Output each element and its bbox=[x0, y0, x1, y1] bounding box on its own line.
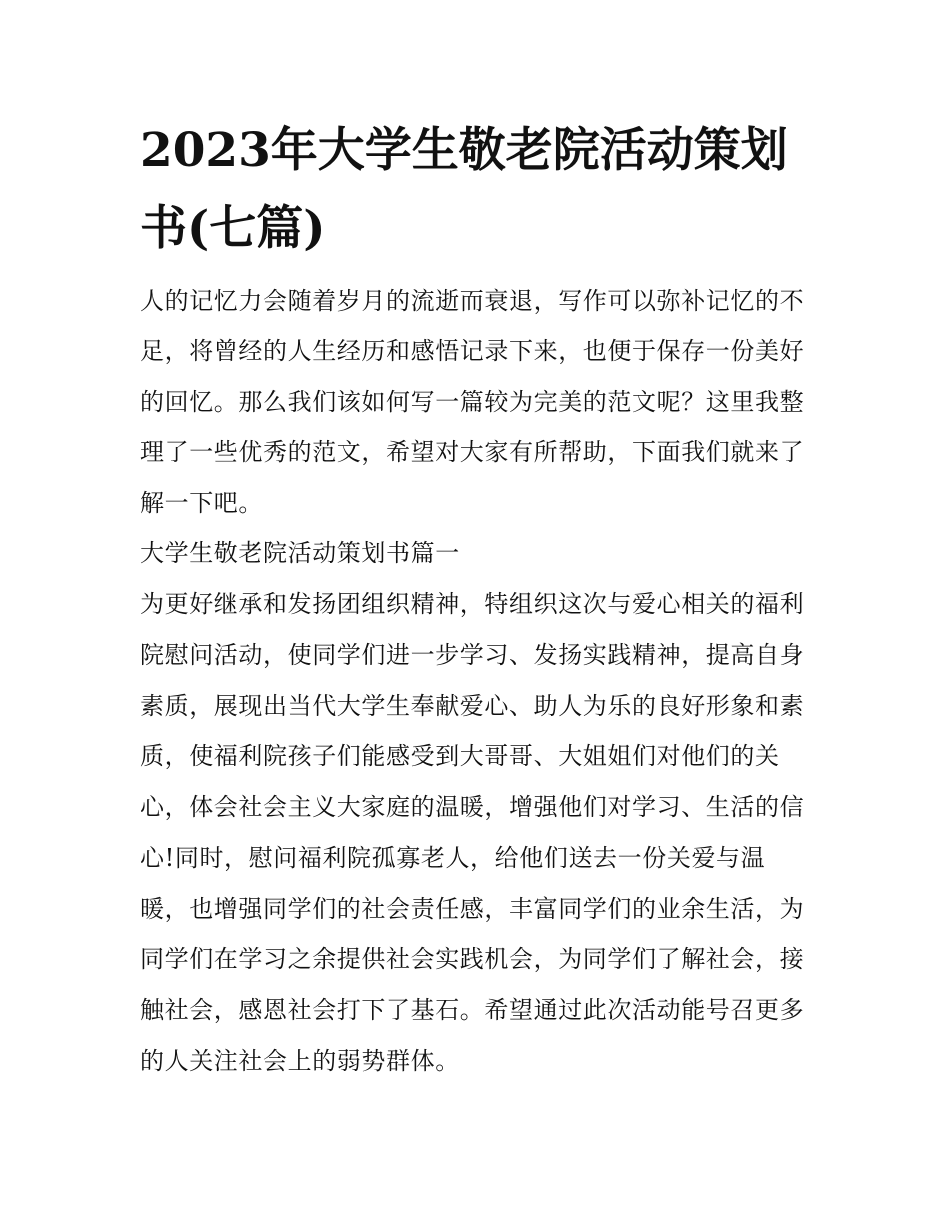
intro-line-5: 解一下吧。 bbox=[140, 489, 263, 517]
intro-line-1: 人的记忆力会随着岁月的流逝而衰退，写作可以弥补记忆的不 bbox=[140, 287, 805, 315]
section-line-8: 同学们在学习之余提供社会实践机会，为同学们了解社会，接 bbox=[140, 945, 805, 973]
section-line-2: 院慰问活动，使同学们进一步学习、发扬实践精神，提高自身 bbox=[140, 641, 805, 669]
section-line-6: 心!同时，慰问福利院孤寡老人，给他们送去一份关爱与温 bbox=[140, 844, 766, 872]
section-line-10: 的人关注社会上的弱势群体。 bbox=[140, 1047, 460, 1075]
section-line-1: 为更好继承和发扬团组织精神，特组织这次与爱心相关的福利 bbox=[140, 590, 805, 618]
intro-line-2: 足，将曾经的人生经历和感悟记录下来，也便于保存一份美好 bbox=[140, 337, 805, 365]
section-heading: 大学生敬老院活动策划书篇一 bbox=[140, 539, 460, 567]
intro-line-3: 的回忆。那么我们该如何写一篇较为完美的范文呢？这里我整 bbox=[140, 388, 805, 416]
section-line-5: 心，体会社会主义大家庭的温暖，增强他们对学习、生活的信 bbox=[140, 793, 805, 821]
section-line-9: 触社会，感恩社会打下了基石。希望通过此次活动能号召更多 bbox=[140, 996, 805, 1024]
section-line-3: 素质，展现出当代大学生奉献爱心、助人为乐的良好形象和素 bbox=[140, 692, 805, 720]
document-title: 2023年大学生敬老院活动策划书(七篇) bbox=[140, 123, 788, 256]
section-line-4: 质，使福利院孩子们能感受到大哥哥、大姐姐们对他们的关 bbox=[140, 742, 780, 770]
section-line-7: 暖，也增强同学们的社会责任感，丰富同学们的业余生活，为 bbox=[140, 895, 805, 923]
intro-line-4: 理了一些优秀的范文，希望对大家有所帮助，下面我们就来了 bbox=[140, 438, 805, 466]
